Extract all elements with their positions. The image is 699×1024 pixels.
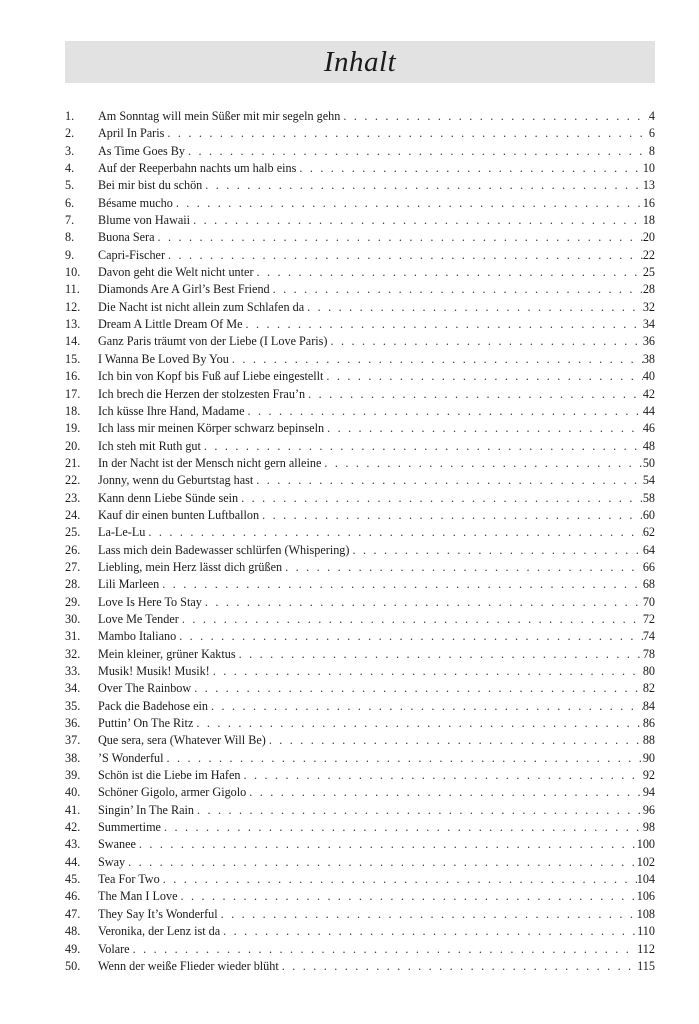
toc-entry-number: 13. xyxy=(65,317,81,332)
toc-dot-leader xyxy=(204,438,643,455)
toc-entry-page: 22 xyxy=(642,247,655,262)
toc-dot-leader xyxy=(163,871,637,888)
toc-entry-number: 25. xyxy=(65,525,81,540)
toc-entry xyxy=(65,576,655,593)
toc-entry-title: Puttin’ On The Ritz xyxy=(98,716,194,731)
toc-entry-number: 23. xyxy=(65,490,81,505)
toc-dot-leader xyxy=(188,143,649,160)
toc-entry xyxy=(65,559,655,576)
toc-entry-page: 90 xyxy=(642,750,655,765)
toc-entry-number: 4. xyxy=(65,161,75,176)
toc-entry-title: Ganz Paris träumt von der Liebe (I Love Paris) xyxy=(98,334,328,349)
toc-entry xyxy=(65,229,655,246)
toc-entry xyxy=(65,854,655,871)
toc-entry xyxy=(65,195,655,212)
toc-entry xyxy=(65,750,655,767)
toc-entry-page: 82 xyxy=(642,681,655,696)
toc-entry xyxy=(65,715,655,732)
toc-entry xyxy=(65,819,655,836)
toc-dot-leader xyxy=(241,490,643,507)
toc-entry-page: 46 xyxy=(642,421,655,436)
toc-dot-leader xyxy=(273,281,643,298)
toc-entry-number: 35. xyxy=(65,698,81,713)
toc-entry-page: 44 xyxy=(642,403,655,418)
toc-entry xyxy=(65,438,655,455)
toc-entry-number: 1. xyxy=(65,109,75,123)
toc-entry-title: Lass mich dein Badewasser schlürfen (Whispering) xyxy=(98,542,350,557)
toc-entry xyxy=(65,108,655,125)
toc-entry-title: Liebling, mein Herz lässt dich grüßen xyxy=(98,559,283,574)
toc-entry-number: 49. xyxy=(65,941,81,956)
toc-entry xyxy=(65,888,655,905)
toc-entry-number: 2. xyxy=(65,126,75,141)
toc-entry-number: 26. xyxy=(65,542,81,557)
toc-entry xyxy=(65,732,655,749)
toc-entry-number: 18. xyxy=(65,403,81,418)
toc-entry-page: 94 xyxy=(642,785,655,800)
toc-entry-title: Tea For Two xyxy=(98,872,160,887)
toc-entry-title: Die Nacht ist nicht allein zum Schlafen da xyxy=(98,299,305,314)
toc-entry xyxy=(65,333,655,350)
toc-entry-number: 10. xyxy=(65,265,81,280)
toc-entry-number: 14. xyxy=(65,334,81,349)
toc-dot-leader xyxy=(193,212,643,229)
toc-entry-title: Buona Sera xyxy=(98,230,155,245)
toc-dot-leader xyxy=(211,698,643,715)
toc-entry-title: Capri-Fischer xyxy=(98,247,166,262)
toc-entry-title: Kann denn Liebe Sünde sein xyxy=(98,490,239,505)
toc-entry-number: 12. xyxy=(65,299,81,314)
toc-entry-page: 58 xyxy=(642,490,655,505)
toc-entry-number: 41. xyxy=(65,802,81,817)
toc-entry-title: Love Me Tender xyxy=(98,611,179,626)
toc-entry-number: 21. xyxy=(65,455,81,470)
toc-entry-title: The Man I Love xyxy=(98,889,178,904)
toc-entry xyxy=(65,143,655,160)
toc-entry-title: I Wanna Be Loved By You xyxy=(98,351,229,366)
toc-entry-title: Am Sonntag will mein Süßer mit mir segeln gehn xyxy=(98,109,341,123)
toc-entry-page: 96 xyxy=(642,802,655,817)
toc-entry xyxy=(65,698,655,715)
toc-entry-title: Veronika, der Lenz ist da xyxy=(98,924,221,939)
toc-entry-title: Ich lass mir meinen Körper schwarz bepinseln xyxy=(98,421,325,436)
toc-entry-number: 36. xyxy=(65,716,81,731)
toc-dot-leader xyxy=(223,923,637,940)
toc-entry-page: 16 xyxy=(642,195,655,210)
toc-entry-title: Schön ist die Liebe im Hafen xyxy=(98,768,241,783)
toc-entry-page: 36 xyxy=(642,334,655,349)
toc-dot-leader xyxy=(282,958,637,975)
toc-dot-leader xyxy=(262,507,643,524)
toc-entry-number: 22. xyxy=(65,473,81,488)
toc-entry-page: 98 xyxy=(642,820,655,835)
toc-entry-page: 20 xyxy=(642,230,655,245)
toc-entry xyxy=(65,941,655,958)
toc-entry-number: 46. xyxy=(65,889,81,904)
toc-entry-number: 32. xyxy=(65,646,81,661)
toc-entry xyxy=(65,160,655,177)
toc-entry-number: 40. xyxy=(65,785,81,800)
toc-entry-number: 31. xyxy=(65,629,81,644)
toc-entry xyxy=(65,299,655,316)
toc-entry-number: 30. xyxy=(65,611,81,626)
toc-entry-number: 3. xyxy=(65,143,75,158)
toc-entry-title: April In Paris xyxy=(98,126,165,141)
toc-dot-leader xyxy=(196,715,642,732)
toc-dot-leader xyxy=(352,542,642,559)
toc-entry-page: 106 xyxy=(636,889,655,904)
toc-entry-page: 86 xyxy=(642,716,655,731)
toc-dot-leader xyxy=(128,854,637,871)
toc-entry-title: Pack die Badehose ein xyxy=(98,698,208,713)
toc-dot-leader xyxy=(246,316,643,333)
toc-dot-leader xyxy=(343,108,649,125)
toc-entry-title: Volare xyxy=(98,941,130,956)
toc-dot-leader xyxy=(248,403,643,420)
toc-entry-number: 43. xyxy=(65,837,81,852)
toc-entry-title: Mein kleiner, grüner Kaktus xyxy=(98,646,236,661)
toc-entry-page: 13 xyxy=(642,178,655,193)
toc-entry xyxy=(65,247,655,264)
toc-entry-page: 62 xyxy=(642,525,655,540)
toc-entry xyxy=(65,264,655,281)
toc-entry xyxy=(65,542,655,559)
toc-entry xyxy=(65,212,655,229)
toc-entry xyxy=(65,455,655,472)
toc-entry-title: Summertime xyxy=(98,820,161,835)
toc-entry-number: 28. xyxy=(65,577,81,592)
toc-entry-number: 34. xyxy=(65,681,81,696)
toc-entry-page: 6 xyxy=(648,126,655,141)
toc-entry xyxy=(65,351,655,368)
toc-entry xyxy=(65,680,655,697)
toc-entry-page: 50 xyxy=(642,455,655,470)
toc-entry-title: Diamonds Are A Girl’s Best Friend xyxy=(98,282,270,297)
toc-entry-number: 9. xyxy=(65,247,75,262)
toc-entry xyxy=(65,923,655,940)
toc-entry-title: Davon geht die Welt nicht unter xyxy=(98,265,254,280)
toc-entry-title: Swanee xyxy=(98,837,136,852)
toc-entry-page: 115 xyxy=(637,958,655,973)
toc-dot-leader xyxy=(232,351,643,368)
toc-entry-page: 10 xyxy=(642,161,655,176)
toc-entry-page: 25 xyxy=(642,265,655,280)
toc-entry-number: 16. xyxy=(65,369,81,384)
toc-dot-leader xyxy=(324,455,642,472)
toc-entry-page: 102 xyxy=(636,854,655,869)
toc-entry-page: 78 xyxy=(642,646,655,661)
toc-entry-title: Ich küsse Ihre Hand, Madame xyxy=(98,403,245,418)
toc-entry-number: 8. xyxy=(65,230,75,245)
toc-entry-page: 28 xyxy=(642,282,655,297)
toc-dot-leader xyxy=(327,420,643,437)
toc-entry-page: 40 xyxy=(642,369,655,384)
toc-entry-title: La-Le-Lu xyxy=(98,525,146,540)
toc-entry-number: 17. xyxy=(65,386,81,401)
toc-entry-page: 68 xyxy=(642,577,655,592)
toc-dot-leader xyxy=(221,906,637,923)
toc-entry-page: 42 xyxy=(642,386,655,401)
toc-entry-page: 110 xyxy=(637,924,655,939)
toc-entry xyxy=(65,125,655,142)
toc-dot-leader xyxy=(148,524,642,541)
toc-entry xyxy=(65,611,655,628)
toc-dot-leader xyxy=(256,472,643,489)
toc-entry xyxy=(65,767,655,784)
toc-dot-leader xyxy=(197,802,643,819)
toc-entry-title: Musik! Musik! Musik! xyxy=(98,664,210,678)
toc-dot-leader xyxy=(168,247,643,264)
toc-dot-leader xyxy=(257,264,643,281)
toc-entry-title: Schöner Gigolo, armer Gigolo xyxy=(98,785,247,800)
toc-entry-title: Ich brech die Herzen der stolzesten Frau’n xyxy=(98,386,306,401)
toc-dot-leader xyxy=(133,941,638,958)
toc-entry-number: 38. xyxy=(65,750,81,765)
toc-entry-title: Ich steh mit Ruth gut xyxy=(98,438,201,453)
toc-entry xyxy=(65,906,655,923)
toc-entry-page: 80 xyxy=(642,664,655,678)
toc-entry-title: As Time Goes By xyxy=(98,143,186,158)
toc-dot-leader xyxy=(166,750,642,767)
toc-dot-leader xyxy=(330,333,642,350)
toc-entry xyxy=(65,871,655,888)
toc-entry-title: Que sera, sera (Whatever Will Be) xyxy=(98,733,266,748)
toc-entry xyxy=(65,524,655,541)
toc-entry-page: 54 xyxy=(642,473,655,488)
toc-entry-number: 48. xyxy=(65,924,81,939)
toc-entry-title: Love Is Here To Stay xyxy=(98,594,202,609)
toc-dot-leader xyxy=(205,594,643,611)
toc-entry-title: Wenn der weiße Flieder wieder blüht xyxy=(98,958,279,973)
toc-entry-page: 108 xyxy=(636,906,655,921)
toc-entry-title: They Say It’s Wonderful xyxy=(98,906,218,921)
toc-entry-page: 84 xyxy=(642,698,655,713)
toc-entry-number: 24. xyxy=(65,507,81,522)
toc-entry xyxy=(65,472,655,489)
toc-entry-number: 45. xyxy=(65,872,81,887)
toc-entry-page: 18 xyxy=(642,213,655,228)
toc-entry-page: 64 xyxy=(642,542,655,557)
toc-dot-leader xyxy=(308,386,643,403)
toc-entry xyxy=(65,646,655,663)
toc-entry-page: 112 xyxy=(637,941,655,956)
toc-entry-number: 19. xyxy=(65,421,81,436)
toc-entry-number: 27. xyxy=(65,559,81,574)
toc-entry-number: 50. xyxy=(65,958,81,973)
toc-entry-page: 104 xyxy=(636,872,655,887)
toc-dot-leader xyxy=(307,299,643,316)
toc-entry xyxy=(65,403,655,420)
toc-dot-leader xyxy=(182,611,643,628)
title-banner xyxy=(65,41,655,83)
toc-entry xyxy=(65,802,655,819)
toc-entry-title: Jonny, wenn du Geburtstag hast xyxy=(98,473,254,488)
toc-dot-leader xyxy=(164,819,643,836)
toc-entry-number: 7. xyxy=(65,213,75,228)
toc-entry-page: 66 xyxy=(642,559,655,574)
toc-dot-leader xyxy=(179,628,643,645)
toc-entry-page: 48 xyxy=(642,438,655,453)
toc-entry xyxy=(65,420,655,437)
table-of-contents xyxy=(65,108,655,975)
toc-entry-page: 38 xyxy=(642,351,655,366)
toc-entry-title: Ich bin von Kopf bis Fuß auf Liebe eingestellt xyxy=(98,369,324,384)
toc-entry-page: 32 xyxy=(642,299,655,314)
toc-entry xyxy=(65,507,655,524)
toc-entry-number: 15. xyxy=(65,351,81,366)
toc-dot-leader xyxy=(167,125,649,142)
toc-entry-page: 34 xyxy=(642,317,655,332)
toc-entry-page: 8 xyxy=(648,143,655,158)
toc-dot-leader xyxy=(213,663,643,680)
toc-entry-title: ’S Wonderful xyxy=(98,750,164,765)
toc-entry-title: Auf der Reeperbahn nachts um halb eins xyxy=(98,161,297,176)
toc-dot-leader xyxy=(181,888,637,905)
toc-dot-leader xyxy=(244,767,643,784)
toc-entry-title: Kauf dir einen bunten Luftballon xyxy=(98,507,260,522)
toc-entry xyxy=(65,958,655,975)
toc-entry-page: 74 xyxy=(642,629,655,644)
toc-entry-title: Singin’ In The Rain xyxy=(98,802,195,817)
toc-entry-title: Blume von Hawaii xyxy=(98,213,191,228)
toc-dot-leader xyxy=(239,646,643,663)
toc-entry-title: Bésame mucho xyxy=(98,195,173,210)
toc-entry-title: In der Nacht ist der Mensch nicht gern alleine xyxy=(98,455,322,470)
toc-entry-page: 100 xyxy=(636,837,655,852)
toc-entry xyxy=(65,368,655,385)
toc-entry-number: 20. xyxy=(65,438,81,453)
toc-entry-title: Over The Rainbow xyxy=(98,681,192,696)
toc-dot-leader xyxy=(139,836,637,853)
toc-dot-leader xyxy=(176,195,643,212)
toc-entry-page: 4 xyxy=(648,109,655,123)
toc-entry-page: 88 xyxy=(642,733,655,748)
toc-entry xyxy=(65,281,655,298)
toc-entry-number: 11. xyxy=(65,282,80,297)
toc-entry-number: 33. xyxy=(65,664,81,678)
page-title: Inhalt xyxy=(323,45,397,78)
toc-entry-number: 47. xyxy=(65,906,81,921)
toc-entry xyxy=(65,177,655,194)
toc-entry-title: Mambo Italiano xyxy=(98,629,177,644)
toc-entry xyxy=(65,386,655,403)
toc-entry xyxy=(65,628,655,645)
toc-entry xyxy=(65,663,655,680)
toc-entry-title: Bei mir bist du schön xyxy=(98,178,203,193)
toc-entry-number: 42. xyxy=(65,820,81,835)
toc-dot-leader xyxy=(299,160,642,177)
toc-entry xyxy=(65,594,655,611)
toc-dot-leader xyxy=(162,576,643,593)
toc-dot-leader xyxy=(326,368,642,385)
toc-dot-leader xyxy=(194,680,643,697)
toc-entry-page: 72 xyxy=(642,611,655,626)
toc-dot-leader xyxy=(269,732,643,749)
toc-entry-title: Lili Marleen xyxy=(98,577,160,592)
toc-entry-page: 70 xyxy=(642,594,655,609)
toc-entry xyxy=(65,784,655,801)
toc-entry-number: 5. xyxy=(65,178,75,193)
toc-dot-leader xyxy=(205,177,643,194)
toc-entry-number: 6. xyxy=(65,195,75,210)
toc-entry-number: 44. xyxy=(65,854,81,869)
toc-dot-leader xyxy=(249,784,643,801)
toc-entry-page: 60 xyxy=(642,507,655,522)
toc-entry-number: 29. xyxy=(65,594,81,609)
toc-entry xyxy=(65,836,655,853)
toc-dot-leader xyxy=(158,229,643,246)
toc-entry-number: 39. xyxy=(65,768,81,783)
toc-entry xyxy=(65,316,655,333)
toc-entry xyxy=(65,490,655,507)
toc-entry-title: Dream A Little Dream Of Me xyxy=(98,317,243,332)
toc-dot-leader xyxy=(285,559,643,576)
toc-entry-title: Sway xyxy=(98,854,126,869)
toc-entry-number: 37. xyxy=(65,733,81,748)
toc-entry-page: 92 xyxy=(642,768,655,783)
